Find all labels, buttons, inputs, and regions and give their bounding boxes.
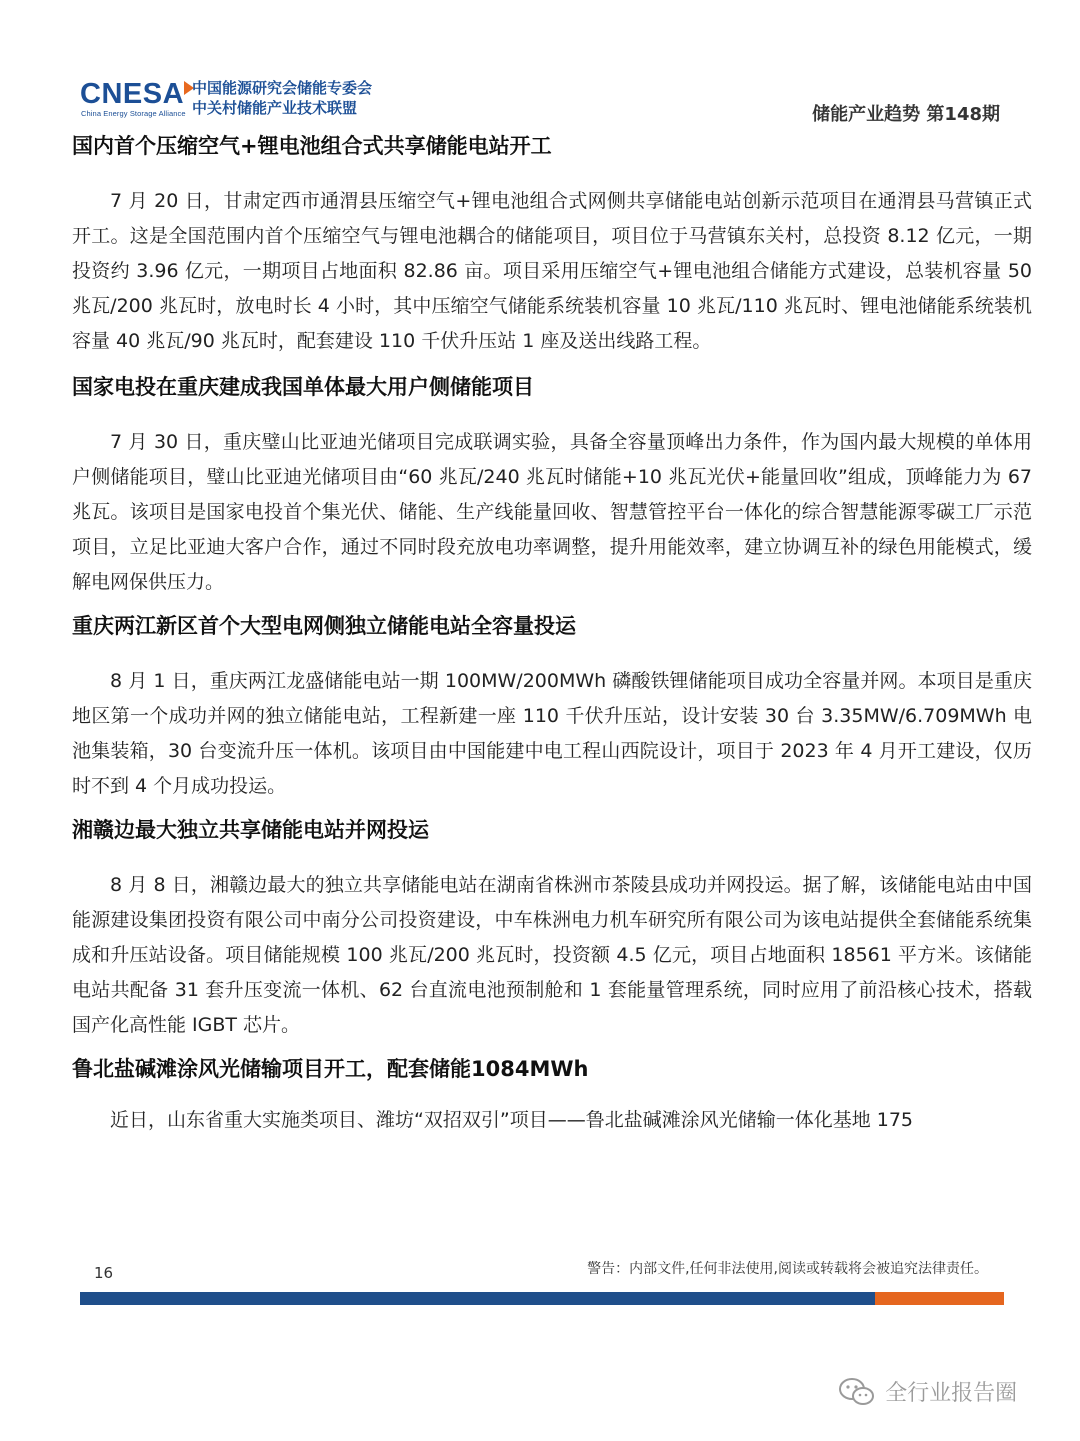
article-body: 7 月 30 日，重庆璧山比亚迪光储项目完成联调实验，具备全容量顶峰出力条件，作为国内最大规模的单体用户侧储能项目，璧山比亚迪光储项目由“60 兆瓦/240 兆瓦时储能+10 兆瓦光伏+能量回收”组成，顶峰能力为 67 兆瓦。该项目是国家电投首个集光伏、储能、生产线能量回收、智慧管控平台一体化的综合智慧能源零碳工厂示范项目，立足比亚迪大客户合作，通过不同时段充放电功率调整，提升用能效率，建立协调互补的绿色用能模式，缓解电网保供压力。 <box>72 431 1032 593</box>
legal-warning: 警告：内部文件,任何非法使用,阅读或转载将会被追究法律责任。 <box>587 1261 988 1277</box>
logo-cn-line1: 中国能源研究会储能专委会 <box>192 79 373 97</box>
page-header <box>80 78 1000 124</box>
wechat-icon <box>838 1377 876 1407</box>
article-title: 鲁北盐碱滩涂风光储输项目开工，配套储能1084MWh <box>72 1057 589 1081</box>
logo-wordmark: CNESA <box>80 78 185 110</box>
article-body: 7 月 20 日，甘肃定西市通渭县压缩空气+锂电池组合式网侧共享储能电站创新示范项目在通渭县马营镇正式开工。这是全国范围内首个压缩空气与锂电池耦合的储能项目，项目位于马营镇东关村，总投资 8.12 亿元，一期投资约 3.96 亿元，一期项目占地面积 82.86 亩。项目采用压缩空气+锂电池组合储能方式建设，总装机容量 50 兆瓦/200 兆瓦时，放电时长 4 小时，其中压缩空气储能系统装机容量 10 兆瓦/110 兆瓦时、锂电池储能系统装机容量 40 兆瓦/90 兆瓦时，配套建设 110 千伏升压站 1 座及送出线路工程。 <box>72 190 1032 352</box>
logo-subtitle: China Energy Storage Alliance <box>81 109 186 118</box>
footer-bar-blue <box>80 1292 875 1305</box>
article-body: 近日，山东省重大实施类项目、潍坊“双招双引”项目——鲁北盐碱滩涂风光储输一体化基地 175 <box>110 1109 913 1131</box>
article-list <box>72 130 1032 1138</box>
page-number: 16 <box>94 1264 114 1282</box>
article-3 <box>72 610 1032 804</box>
footer-bar-orange <box>875 1292 1004 1305</box>
page-footer <box>80 1258 1004 1306</box>
article-title: 国家电投在重庆建成我国单体最大用户侧储能项目 <box>72 375 534 399</box>
wechat-watermark <box>838 1376 1017 1412</box>
article-body: 8 月 8 日，湘赣边最大的独立共享储能电站在湖南省株洲市茶陵县成功并网投运。据了解，该储能电站由中国能源建设集团投资有限公司中南分公司投资建设，中车株洲电力机车研究所有限公司为该电站提供全套储能系统集成和升压站设备。项目储能规模 100 兆瓦/200 兆瓦时，投资额 4.5 亿元，项目占地面积 18561 平方米。该储能电站共配备 31 套升压变流一体机、62 台直流电池预制舱和 1 套能量管理系统，同时应用了前沿核心技术，搭载国产化高性能 IGBT 芯片。 <box>72 874 1032 1036</box>
watermark-text: 全行业报告圈 <box>885 1381 1018 1406</box>
article-4 <box>72 814 1032 1043</box>
article-title: 国内首个压缩空气+锂电池组合式共享储能电站开工 <box>72 134 552 158</box>
article-body: 8 月 1 日，重庆两江龙盛储能电站一期 100MW/200MWh 磷酸铁锂储能项目成功全容量并网。本项目是重庆地区第一个成功并网的独立储能电站，工程新建一座 110 千伏升压站，设计安装 30 台 3.35MW/6.709MWh 电池集装箱，30 台变流升压一体机。该项目由中国能建中电工程山西院设计，项目于 2023 年 4 月开工建设，仅历时不到 4 个月成功投运。 <box>72 670 1032 797</box>
article-1 <box>72 130 1032 359</box>
logo-cn-line2: 中关村储能产业技术联盟 <box>192 99 358 117</box>
article-5 <box>72 1053 1032 1138</box>
issue-title: 储能产业趋势 第148期 <box>812 104 1000 125</box>
cnesa-logo <box>80 78 390 124</box>
article-2 <box>72 371 1032 600</box>
article-title: 重庆两江新区首个大型电网侧独立储能电站全容量投运 <box>72 614 576 638</box>
article-title: 湘赣边最大独立共享储能电站并网投运 <box>72 818 429 842</box>
